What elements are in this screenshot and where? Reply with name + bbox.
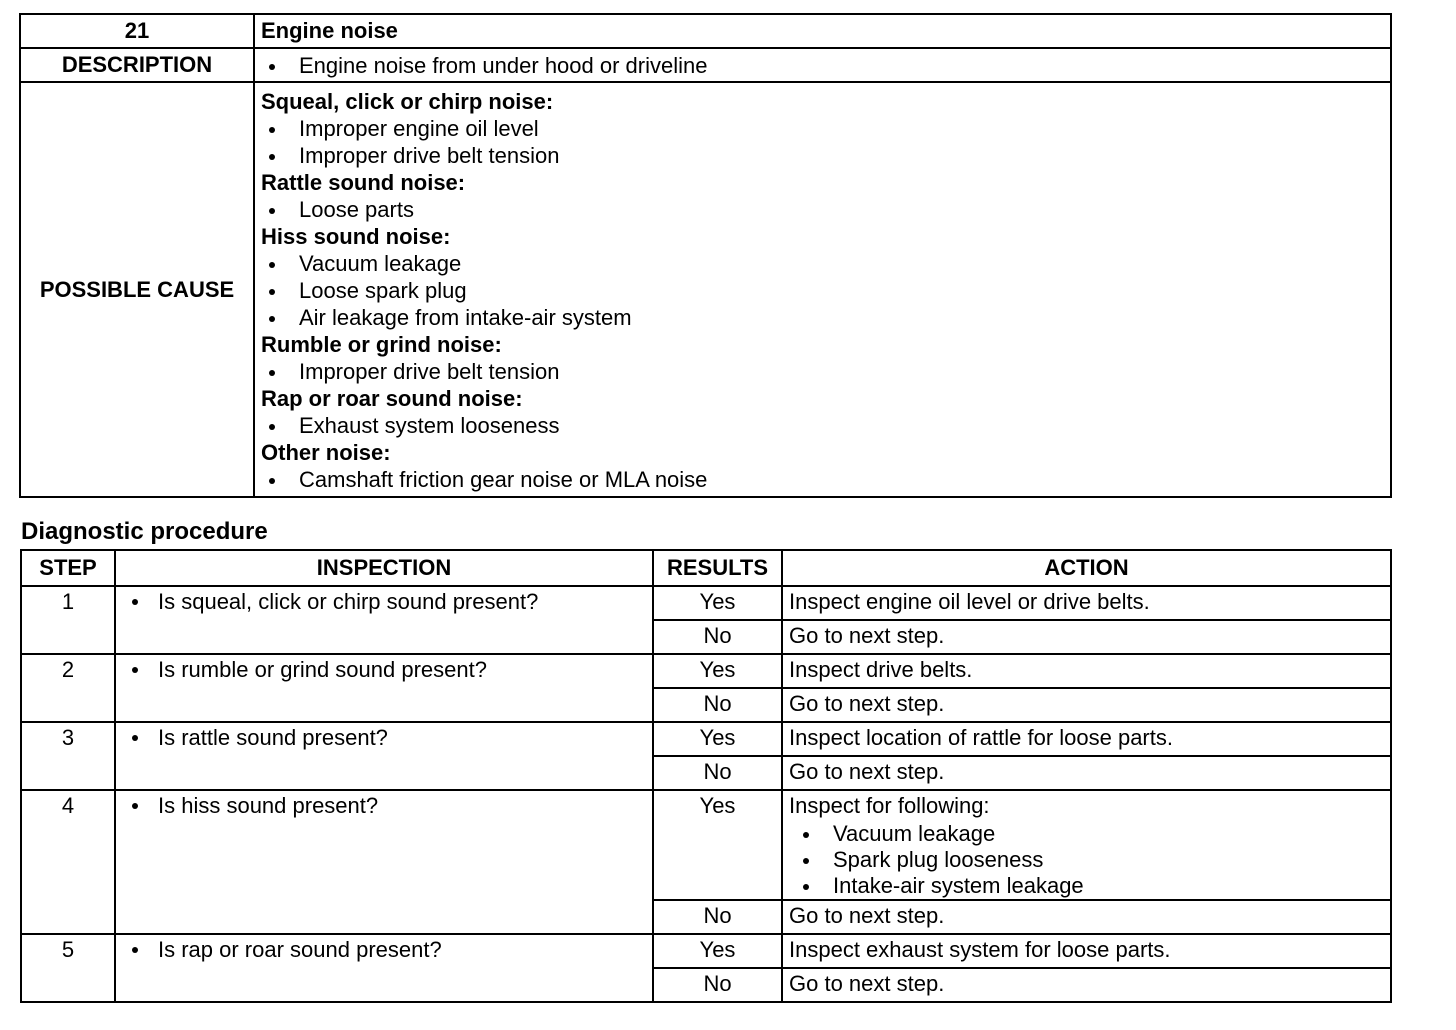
column-header-results: RESULTS: [653, 550, 782, 586]
diagnostic-procedure-title: Diagnostic procedure: [21, 518, 268, 545]
description-label: DESCRIPTION: [20, 48, 254, 82]
cause-group-heading: Squeal, click or chirp noise:: [261, 89, 554, 114]
inspection-text: Is squeal, click or chirp sound present?: [130, 587, 652, 617]
column-header-inspection: INSPECTION: [115, 550, 653, 586]
cause-group-heading: Rap or roar sound noise:: [261, 386, 523, 411]
inspection-cell: [115, 586, 653, 654]
result-yes: Yes: [653, 654, 782, 688]
result-yes: Yes: [653, 586, 782, 620]
action-no: Go to next step.: [782, 900, 1391, 934]
cause-group-heading: Other noise:: [261, 440, 391, 465]
diagnostic-table: [20, 549, 1392, 1003]
cause-item: Improper drive belt tension: [261, 142, 1390, 169]
column-header-step: STEP: [21, 550, 115, 586]
step-number: 2: [21, 654, 115, 722]
action-no: Go to next step.: [782, 620, 1391, 654]
action-yes: Inspect exhaust system for loose parts.: [782, 934, 1391, 968]
action-text: Inspect for following:: [789, 793, 990, 818]
step-number: 1: [21, 586, 115, 654]
action-item: Vacuum leakage: [789, 821, 1390, 847]
action-yes: Inspect location of rattle for loose parts.: [782, 722, 1391, 756]
action-item: Spark plug looseness: [789, 847, 1390, 873]
result-yes: Yes: [653, 934, 782, 968]
step-number: 4: [21, 790, 115, 934]
action-yes: [782, 790, 1391, 900]
column-header-action: ACTION: [782, 550, 1391, 586]
step-number: 5: [21, 934, 115, 1002]
action-yes: Inspect engine oil level or drive belts.: [782, 586, 1391, 620]
inspection-text: Is hiss sound present?: [130, 791, 652, 821]
result-yes: Yes: [653, 722, 782, 756]
inspection-text: Is rattle sound present?: [130, 723, 652, 753]
inspection-cell: [115, 722, 653, 790]
inspection-cell: [115, 654, 653, 722]
possible-cause-value: [254, 82, 1391, 497]
result-no: No: [653, 756, 782, 790]
cause-group-heading: Hiss sound noise:: [261, 224, 451, 249]
action-yes: Inspect drive belts.: [782, 654, 1391, 688]
symptom-table: [19, 13, 1392, 498]
cause-item: Vacuum leakage: [261, 250, 1390, 277]
cause-item: Camshaft friction gear noise or MLA noise: [261, 466, 1390, 493]
action-no: Go to next step.: [782, 688, 1391, 722]
result-no: No: [653, 688, 782, 722]
symptom-number: 21: [20, 14, 254, 48]
inspection-text: Is rap or roar sound present?: [130, 935, 652, 965]
inspection-cell: [115, 934, 653, 1002]
possible-cause-label: POSSIBLE CAUSE: [20, 82, 254, 497]
cause-group-heading: Rattle sound noise:: [261, 170, 466, 195]
cause-item: Improper drive belt tension: [261, 358, 1390, 385]
cause-group-heading: Rumble or grind noise:: [261, 332, 502, 357]
cause-item: Exhaust system looseness: [261, 412, 1390, 439]
action-no: Go to next step.: [782, 756, 1391, 790]
result-no: No: [653, 968, 782, 1002]
symptom-title: Engine noise: [254, 14, 1391, 48]
result-no: No: [653, 900, 782, 934]
action-item: Intake-air system leakage: [789, 873, 1390, 899]
inspection-cell: [115, 790, 653, 934]
result-no: No: [653, 620, 782, 654]
description-item: Engine noise from under hood or driveline: [261, 52, 1390, 79]
cause-item: Improper engine oil level: [261, 115, 1390, 142]
inspection-text: Is rumble or grind sound present?: [130, 655, 652, 685]
cause-item: Loose spark plug: [261, 277, 1390, 304]
description-value: [254, 48, 1391, 82]
step-number: 3: [21, 722, 115, 790]
cause-item: Loose parts: [261, 196, 1390, 223]
cause-item: Air leakage from intake-air system: [261, 304, 1390, 331]
result-yes: Yes: [653, 790, 782, 900]
action-no: Go to next step.: [782, 968, 1391, 1002]
